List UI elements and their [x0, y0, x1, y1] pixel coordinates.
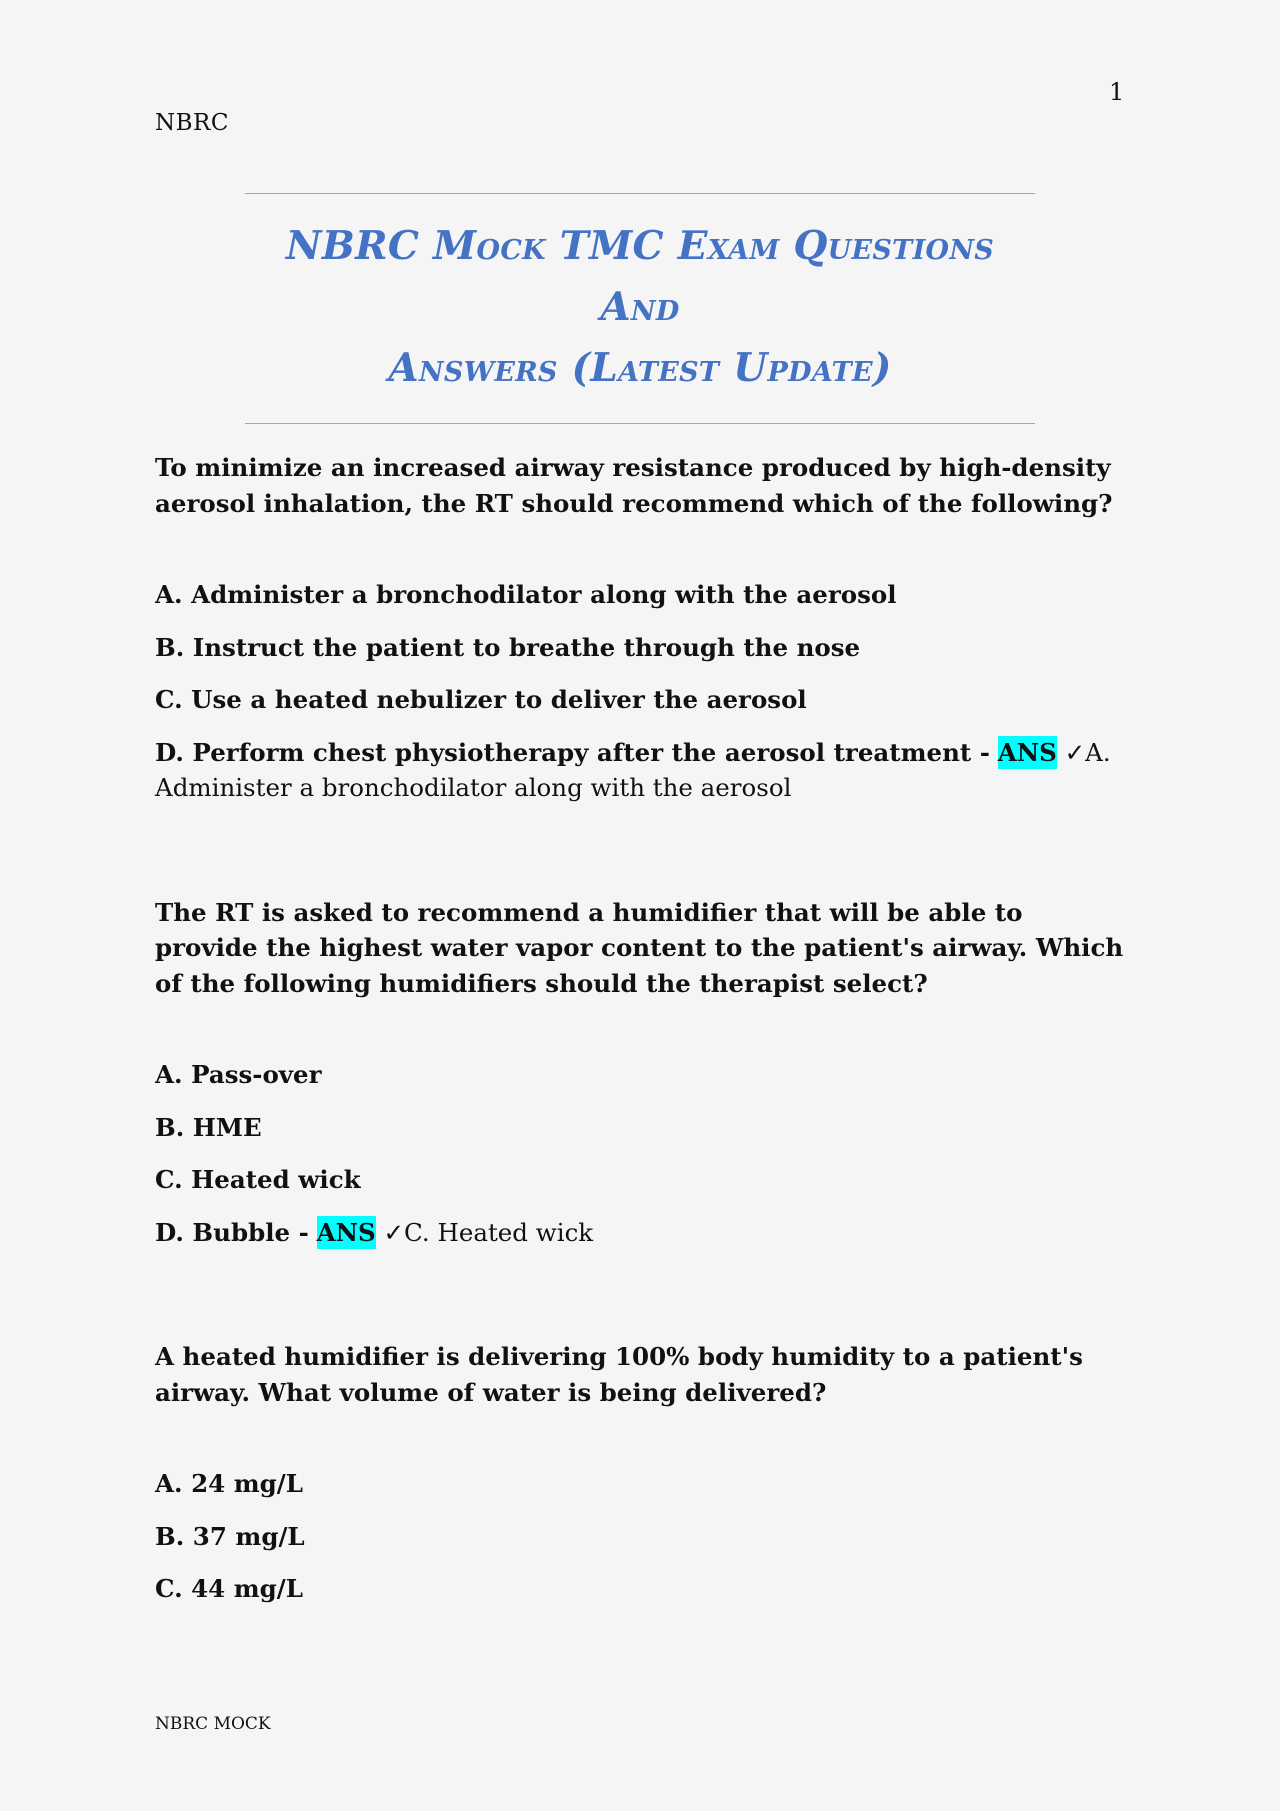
option-item: D. Bubble -	[155, 1217, 309, 1247]
page-number: 1	[1109, 78, 1125, 106]
option-item: B. HME	[155, 1112, 262, 1142]
title-line-1: NBRC Mock TMC Exam Questions And	[285, 223, 995, 330]
question-text: To minimize an increased airway resistance produced by high-density aerosol inhalation, the RT should recommend which of the following?	[155, 453, 1113, 518]
answer-text: ✓C. Heated wick	[383, 1217, 594, 1247]
ans-badge: ANS	[997, 737, 1057, 767]
option-list	[155, 577, 1130, 806]
running-header: NBRC	[155, 110, 229, 136]
answer-line	[155, 735, 1130, 806]
option-item: B. Instruct the patient to breathe through the nose	[155, 632, 861, 662]
running-footer: NBRC MOCK	[155, 1714, 271, 1734]
question-list	[155, 450, 1130, 1696]
option-item: B. 37 mg/L	[155, 1521, 305, 1551]
question-text: A heated humidifier is delivering 100% body humidity to a patient's airway. What volume of water is being delivered?	[155, 1342, 1083, 1407]
question-block	[155, 1339, 1130, 1607]
document-title	[245, 193, 1035, 424]
question-block	[155, 450, 1130, 806]
option-item: D. Perform chest physiotherapy after the aerosol treatment -	[155, 737, 990, 767]
option-item: C. Use a heated nebulizer to deliver the aerosol	[155, 685, 807, 714]
option-item: A. Administer a bronchodilator along with the aerosol	[155, 580, 897, 609]
question-text: The RT is asked to recommend a humidifier that will be able to provide the highest water vapor content to the patient's airway. Which of the following humidifiers should the therapist select?	[155, 897, 1124, 998]
option-list	[155, 1057, 1130, 1250]
option-item: C. Heated wick	[155, 1165, 361, 1194]
answer-text: ✓A. Administer a bronchodilator along with the aerosol	[155, 737, 1111, 802]
title-line-2: Answers (Latest Update)	[388, 345, 892, 391]
option-item: A. Pass-over	[155, 1060, 322, 1089]
answer-line	[155, 1215, 1130, 1251]
ans-badge: ANS	[316, 1217, 376, 1247]
option-item: A. 24 mg/L	[155, 1469, 303, 1498]
question-block	[155, 895, 1130, 1251]
option-item: C. 44 mg/L	[155, 1574, 303, 1603]
option-list	[155, 1466, 1130, 1607]
